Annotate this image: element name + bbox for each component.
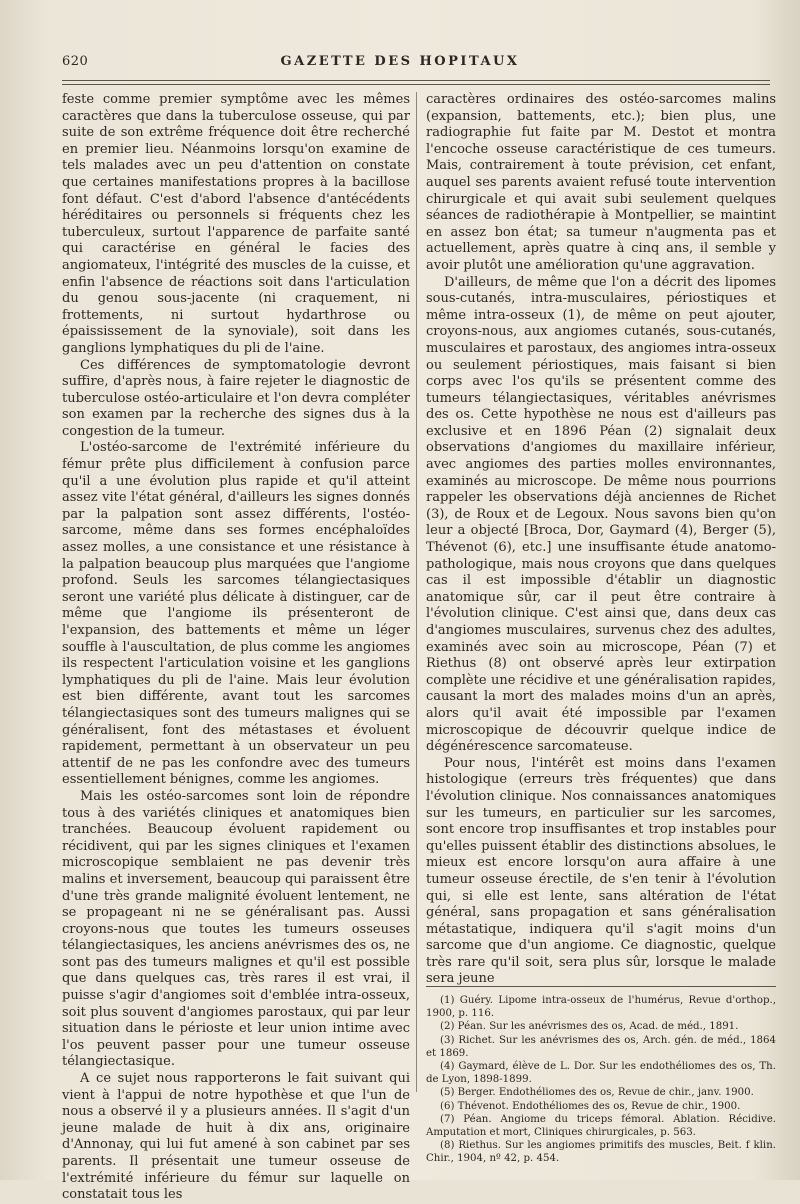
footnote: (1) Guéry. Lipome intra-osseux de l'humérus, Revue d'orthop., 1900, p. 116. [426, 995, 776, 1020]
page-number: 620 [62, 54, 89, 69]
left-column [62, 92, 410, 1204]
column-divider [416, 92, 417, 1092]
paragraph: caractères ordinaires des ostéo-sarcomes malins (expansion, battements, etc.); bien plus, une radiographie fut faite par M. Destot et montra l'encoche osseuse caractéristique de ces tumeurs. Mais, contrairement à toute prévision, cet enfant, auquel ses parents avaient refusé toute intervention chirurgicale et qui avait subi seulement quelques séances de radiothérapie à Montpellier, se maintint en assez bon état; sa tumeur n'augmenta pas et actuellement, après quatre à cinq ans, il semble y avoir plutôt une amélioration qu'une aggravation. [426, 92, 776, 273]
footnote: (2) Péan. Sur les anévrismes des os, Acad. de méd., 1891. [440, 1021, 739, 1033]
header-rule-top [62, 80, 770, 81]
paragraph: Ces différences de symptomatologie devront suffire, d'après nous, à faire rejeter le diagnostic de tuberculose ostéo-articulaire et l'on devra compléter son examen par la recherche des signes dus à la congestion de la tumeur. [62, 357, 411, 439]
journal-title: GAZETTE DES HOPITAUX [280, 54, 520, 69]
paragraph: Mais les ostéo-sarcomes sont loin de répondre tous à des variétés cliniques et anatomiques bien tranchées. Beaucoup évoluent rapidement ou récidivent, qui par les signes cliniques et l'examen microscopique semblaient ne pas devenir très malins et inversement, beaucoup qui paraissent être d'une très grande malignité évoluent lentement, ne se propageant ni ne se généralisant pas. Aussi croyons-nous que toutes les tumeurs osseuses télangiectasiques, les anciens anévrismes des os, ne sont pas des tumeurs malignes et qu'il est possible que dans quelques cas, très rares il est vrai, il puisse s'agir d'angiomes soit d'emblée intra-osseux, soit plus souvent d'angiomes parostaux, qui par leur situation dans le périoste et leur union intime avec l'os peuvent passer pour une tumeur osseuse télangiectasique. [62, 788, 410, 1070]
footnote: (4) Gaymard, élève de L. Dor. Sur les endothéliomes des os, Th. de Lyon, 1898-1899. [426, 1061, 776, 1086]
footnotes [426, 994, 776, 1166]
footnote: (8) Riethus. Sur les angiomes primitifs des muscles, Beit. f klin. Chir., 1904, nº 42, p. 454. [426, 1140, 776, 1165]
right-column [426, 92, 776, 988]
footnote: (6) Thévenot. Endothéliomes des os, Revue de chir., 1900. [440, 1100, 741, 1112]
paragraph: L'ostéo-sarcome de l'extrémité inférieure du fémur prête plus difficilement à confusion parce qu'il a une évolution plus rapide et qu'il atteint assez vite l'état général, d'ailleurs les signes donnés par la palpation sont assez différents, l'ostéo-sarcome, même dans ses formes encéphaloïdes assez molles, a une consistance et une résistance à la palpation beaucoup plus marquées que l'angiome profond. Seuls les sarcomes télangiectasiques seront une variété plus délicate à distinguer, car de même que l'angiome ils présenteront de l'expansion, des battements et même un léger souffle à l'auscultation, de plus comme les angiomes ils respectent l'articulation voisine et les ganglions lymphatiques du pli de l'aine. Mais leur évolution est bien différente, avant tout les sarcomes télangiectasiques sont des tumeurs malignes qui se généralisent, font des métastases et évoluent rapidement, permettant à un observateur un peu attentif de ne pas les confondre avec des tumeurs essentiellement bénignes, comme les angiomes. [62, 440, 410, 788]
footnote-rule [426, 986, 776, 987]
footnote: (5) Berger. Endothéliomes des os, Revue de chir., janv. 1900. [440, 1087, 754, 1099]
running-header [62, 54, 738, 74]
header-rule-bottom [62, 84, 770, 85]
footnote: (3) Richet. Sur les anévrismes des os, Arch. gén. de méd., 1864 et 1869. [426, 1034, 776, 1059]
footnote: (7) Péan. Angiome du triceps fémoral. Ablation. Récidive. Amputation et mort, Cliniques chirurgicales, p. 563. [426, 1113, 776, 1139]
paragraph: D'ailleurs, de même que l'on a décrit des lipomes sous-cutanés, intra-musculaires, périostiques et même intra-osseux (1), de même on peut ajouter, croyons-nous, aux angiomes cutanés, sous-cutanés, musculaires et parostaux, des angiomes intra-osseux ou seulement périostiques, mais faisant si bien corps avec l'os qu'ils se présentent comme des tumeurs télangiectasiques, véritables anévrismes des os. Cette hypothèse ne nous est d'ailleurs pas exclusive et en 1896 Péan (2) signalait deux observations d'angiomes du maxillaire inférieur, avec angiomes des parties molles environnantes, examinés au microscope. De même nous pourrions rappeler les observations déjà anciennes de Richet (3), de Roux et de Legoux. Nous savons bien qu'on leur a objecté [Broca, Dor, Gaymard (4), Berger (5), Thévenot (6), etc.] une insuffisante étude anatomo-pathologique, mais nous croyons que dans quelques cas il est impossible d'établir un diagnostic anatomique sûr, car il peut être contraire à l'évolution clinique. C'est ainsi que, dans deux cas d'angiomes musculaires, survenus chez des adultes, examinés avec soin au microscope, Péan (7) et Riethus (8) ont observé après leur extirpation complète une récidive et une généralisation rapides, causant la mort des malades moins d'un an après, alors qu'il avait été impossible par l'examen microscopique de découvrir quelque indice de dégénérescence sarcomateuse. [426, 274, 776, 755]
paragraph: A ce sujet nous rapporterons le fait suivant qui vient à l'appui de notre hypothèse et que l'un de nous a observé il y a plusieurs années. Il s'agit d'un jeune malade de huit à dix ans, originaire d'Annonay, qui lui fut amené à son cabinet par ses parents. Il présentait une tumeur osseuse de l'extrémité inférieure du fémur sur laquelle on constatait tous les [62, 1071, 410, 1203]
paragraph: feste comme premier symptôme avec les mêmes caractères que dans la tuberculose osseuse, qui par suite de son extrême fréquence doit être recherché en premier lieu. Néanmoins lorsqu'on examine de tels malades avec un peu d'attention on constate que certaines manifestations propres à la bacillose font défaut. C'est d'abord l'absence d'antécédents héréditaires ou personnels si fréquents chez les tuberculeux, surtout l'apparence de parfaite santé qui caractérise en général le facies des angiomateux, l'intégrité des muscles de la cuisse, et enfin l'absence de réactions soit dans l'articulation du genou sous-jacente (ni craquement, ni frottements, ni surtout hydarthrose ou épaississement de la synoviale), soit dans les ganglions lymphatiques du pli de l'aine. [62, 92, 410, 356]
paragraph: Pour nous, l'intérêt est moins dans l'examen histologique (erreurs très fréquentes) que dans l'évolution clinique. Nos connaissances anatomiques sur les tumeurs, en particulier sur les sarcomes, sont encore trop insuffisantes et trop instables pour qu'elles puissent établir des distinctions absolues, le mieux est encore lorsqu'on aura affaire à une tumeur osseuse érectile, de s'en tenir à l'évolution qui, si elle est lente, sans altération de l'état général, sans propagation et sans généralisation métastatique, indiquera qu'il s'agit moins d'un sarcome que d'un angiome. Ce diagnostic, quelque très rare qu'il soit, sera plus sûr, lorsque le malade sera jeune [426, 755, 776, 987]
